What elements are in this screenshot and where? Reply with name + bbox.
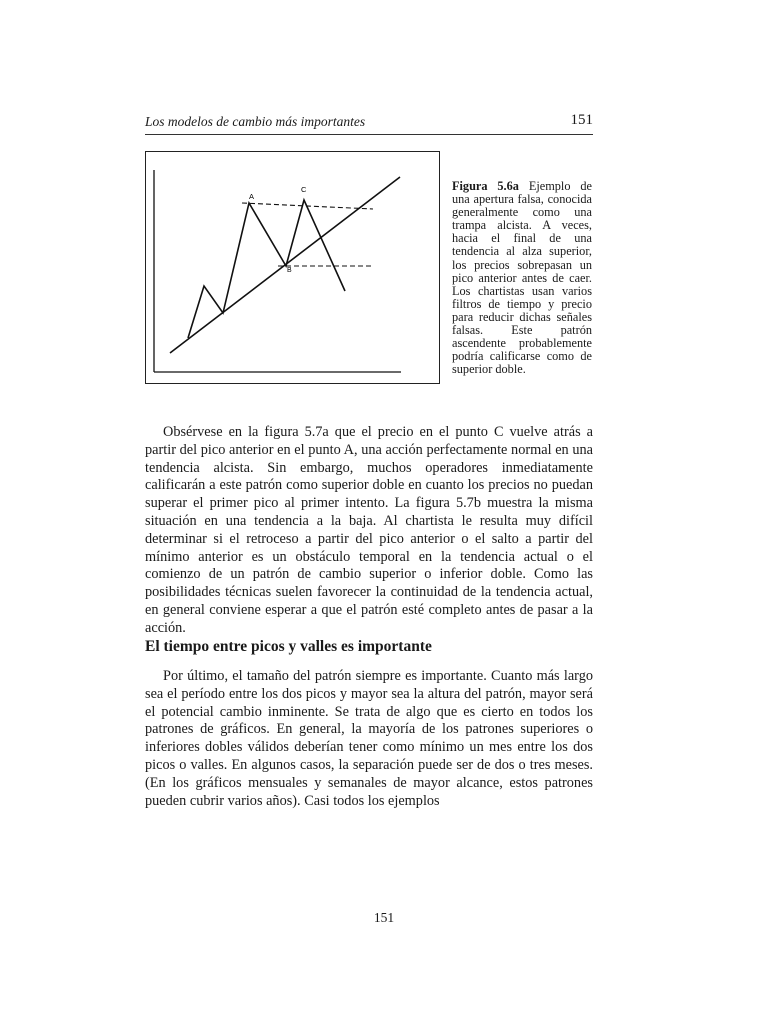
- page-header: [145, 114, 593, 134]
- header-rule: [145, 134, 593, 135]
- paragraph-text: Obsérvese en la figura 5.7a que el precio en el punto C vuelve atrás a partir del pico anterior en el punto A, una acción perfectamente normal en una tendencia alcista. Sin embargo, muchos operadores inmediatamente calificarán a este patrón como superior doble en cuanto los precios no puedan superar el primer pico al primer intento. La figura 5.7b muestra la misma situación en una tendencia a la baja. Al chartista le resulta muy difícil determinar si el retroceso a partir del pico anterior o el salto a partir del mínimo anterior es un obstáculo temporal en la tendencia actual o el comienzo de un patrón de cambio superior o inferior doble. Como las posibilidades técnicas suelen favorecer la continuidad de la tendencia actual, en general conviene esperar a que el patrón esté completo antes de pasar a la acción.: [145, 424, 593, 636]
- false-breakout-chart: [146, 152, 441, 385]
- body-paragraph-1: [145, 424, 593, 638]
- section-heading: El tiempo entre picos y valles es importante: [145, 638, 432, 655]
- header-page-number: 151: [570, 112, 593, 128]
- paragraph-text: Por último, el tamaño del patrón siempre es importante. Cuanto más largo sea el período entre los dos picos y mayor sea la altura del patrón, mayor será el potencial cambio inminente. Se trata de algo que es cierto en todos los patrones de gráficos. En general, la mayoría de los patrones superiores o inferiores dobles válidos deberían tener como mínimo un mes entre los dos picos o valles. En algunos casos, la separación puede ser de dos o tres meses. (En los gráficos mensuales y semanales de mayor alcance, estos patrones pueden cubrir varios años). Casi todos los ejemplos: [145, 668, 593, 809]
- body-paragraph-2: [145, 668, 593, 810]
- price-path: [188, 200, 345, 338]
- figure-caption: [452, 180, 592, 376]
- point-label-b: B: [287, 267, 292, 274]
- running-title: Los modelos de cambio más importantes: [145, 114, 366, 129]
- caption-text: Ejemplo de una apertura falsa, conocida generalmente como una trampa alcista. A veces, hacia el final de una tendencia al alza superior, los precios sobrepasan un pico anterior antes de caer. Los chartistas usan varios filtros de tiempo y precio para reducir dichas señales falsas. Este patrón ascendente probablemente podría calificarse como de superior doble.: [452, 179, 592, 377]
- caption-label: Figura 5.6a: [452, 179, 519, 193]
- figure-5-6a: [145, 151, 440, 384]
- point-label-c: C: [301, 185, 307, 194]
- footer-page-number: 151: [373, 910, 395, 925]
- point-label-a: A: [249, 192, 255, 201]
